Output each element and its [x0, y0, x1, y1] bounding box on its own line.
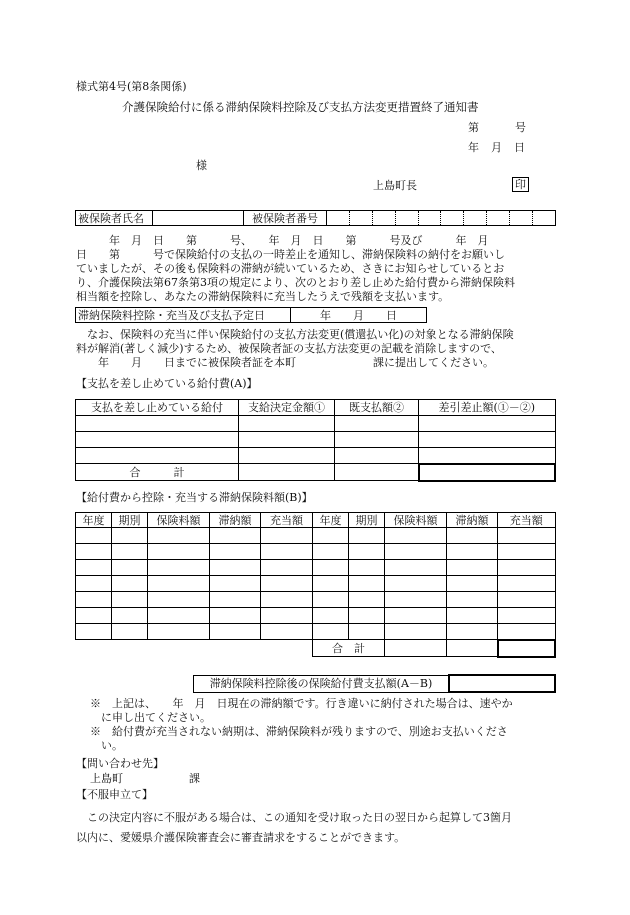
- note-line: ※ 給付費が充当されない納期は、滞納保険料が残りますので、別途お支払いくださ: [90, 725, 508, 738]
- insured-number-digit: [441, 211, 464, 226]
- day-label: 日: [514, 141, 525, 154]
- form-number: 様式第4号(第8条関係): [76, 80, 187, 93]
- table-a-total-row: [76, 464, 556, 481]
- table-b-total-label: 合 計: [313, 640, 385, 657]
- appeal-text: [76, 808, 512, 848]
- table-a-header: 支払を差し止めている給付: [76, 400, 239, 416]
- table-b-header: 充当額: [261, 513, 313, 528]
- table-row: [76, 416, 556, 432]
- document-date: [468, 141, 525, 155]
- table-row: [76, 608, 556, 624]
- table-b-header: 年度: [313, 513, 349, 528]
- appeal-title: 【不服申立て】: [76, 788, 153, 801]
- paragraph-line: 料が解消(著しく減少)するため、被保険者証の支払方法変更の記載を消除しますので、: [76, 342, 502, 355]
- addressee-suffix: 様: [196, 159, 207, 172]
- insured-number-digit: [418, 211, 441, 226]
- table-b: [75, 512, 556, 658]
- body-paragraph-1: [76, 234, 554, 304]
- body-paragraph-2: [76, 328, 554, 370]
- table-b-header: 期別: [349, 513, 385, 528]
- payment-after-label: 滞納保険料控除後の保険給付費支払額(A－B): [194, 675, 450, 692]
- issuer-name: 上島町長: [373, 179, 417, 192]
- document-number: [468, 121, 526, 135]
- table-b-header: 保険料額: [148, 513, 210, 528]
- table-row: [76, 432, 556, 448]
- insured-number-digit: [510, 211, 533, 226]
- go-label: 号: [515, 121, 526, 134]
- deduction-date-table: [75, 307, 427, 323]
- inquiry-title: 【問い合わせ先】: [76, 757, 164, 770]
- deduction-date-label: 滞納保険料控除・充当及び支払予定日: [76, 308, 291, 323]
- appeal-line: この決定内容に不服がある場合は、この通知を受け取った日の翌日から起算して3箇月: [76, 811, 512, 824]
- insured-number-digit: [372, 211, 395, 226]
- seal-text: 印: [512, 177, 529, 192]
- insured-name-value: [153, 211, 244, 226]
- insured-name-label: 被保険者氏名: [76, 211, 153, 226]
- table-a-total-label: 合 計: [76, 464, 239, 481]
- table-a: [75, 399, 556, 482]
- insured-number-digit: [395, 211, 418, 226]
- section-b-title: 【給付費から控除・充当する滞納保険料額(B)】: [76, 491, 313, 504]
- appeal-line: 以内に、愛媛県介護保険審査会に審査請求をすることができます。: [76, 831, 406, 844]
- table-b-header: 滞納額: [447, 513, 498, 528]
- insured-number-label: 被保険者番号: [244, 211, 327, 226]
- paragraph-line: 相当額を控除し、あなたの滞納保険料に充当したうえで残額を支払います。: [76, 290, 450, 303]
- table-b-header: 保険料額: [385, 513, 447, 528]
- table-a-header: 支給決定金額①: [239, 400, 335, 416]
- paragraph-line: 年 月 日 第 号、 年 月 日 第 号及び 年 月: [76, 234, 489, 247]
- table-b-header: 滞納額: [210, 513, 261, 528]
- year-label: 年: [468, 141, 479, 154]
- document-title: 介護保険給付に係る滞納保険料控除及び支払方法変更措置終了通知書: [122, 100, 479, 114]
- paragraph-line: なお、保険料の充当に伴い保険給付の支払方法変更(償還払い化)の対象となる滞納保険: [76, 328, 514, 341]
- table-row: [76, 576, 556, 592]
- table-row: [76, 528, 556, 544]
- table-b-header: 期別: [112, 513, 148, 528]
- notes: [90, 697, 513, 753]
- table-row: [76, 544, 556, 560]
- payment-after-value: [449, 675, 555, 692]
- table-b-header: 年度: [76, 513, 112, 528]
- table-a-header: 差引差止額(①－②): [419, 400, 556, 416]
- note-line: い。: [90, 739, 123, 752]
- table-row: [76, 560, 556, 576]
- table-row: [76, 624, 556, 640]
- paragraph-line: り、介護保険法第67条第3項の規定により、次のとおり差し止めた給付費から滞納保険料: [76, 276, 515, 289]
- note-line: に申し出てください。: [90, 711, 211, 724]
- table-b-total-row: [76, 640, 556, 657]
- month-label: 月: [491, 141, 502, 154]
- insured-info-table: [75, 210, 556, 226]
- insured-number-digit: [487, 211, 510, 226]
- table-b-header: 充当額: [498, 513, 556, 528]
- insured-number-digit: [533, 211, 556, 226]
- table-row: [76, 592, 556, 608]
- insured-number-digit: [327, 211, 350, 226]
- table-b-total-value: [498, 640, 556, 657]
- paragraph-line: ていましたが、その後も保険料の滞納が続いているため、さきにお知らせしているとお: [76, 262, 505, 275]
- table-row: [76, 448, 556, 464]
- insured-number-digit: [464, 211, 487, 226]
- inquiry-value: 上島町 課: [90, 772, 200, 785]
- payment-after-table: [193, 674, 556, 693]
- seal-mark: [512, 177, 529, 192]
- table-a-total-value: [419, 464, 556, 481]
- note-line: ※ 上記は、 年 月 日現在の滞納額です。行き違いに納付された場合は、速やか: [90, 697, 513, 710]
- table-a-header: 既支払額②: [335, 400, 419, 416]
- dai-label: 第: [468, 121, 479, 134]
- deduction-date-value: 年 月 日: [291, 308, 427, 323]
- paragraph-line: 日 第 号で保険給付の支払の一時差止を通知し、滞納保険料の納付をお願いし: [76, 248, 505, 261]
- insured-number-digit: [349, 211, 372, 226]
- section-a-title: 【支払を差し止めている給付費(A)】: [76, 377, 258, 390]
- paragraph-line: 年 月 日までに被保険者証を本町 課に提出してください。: [76, 356, 494, 369]
